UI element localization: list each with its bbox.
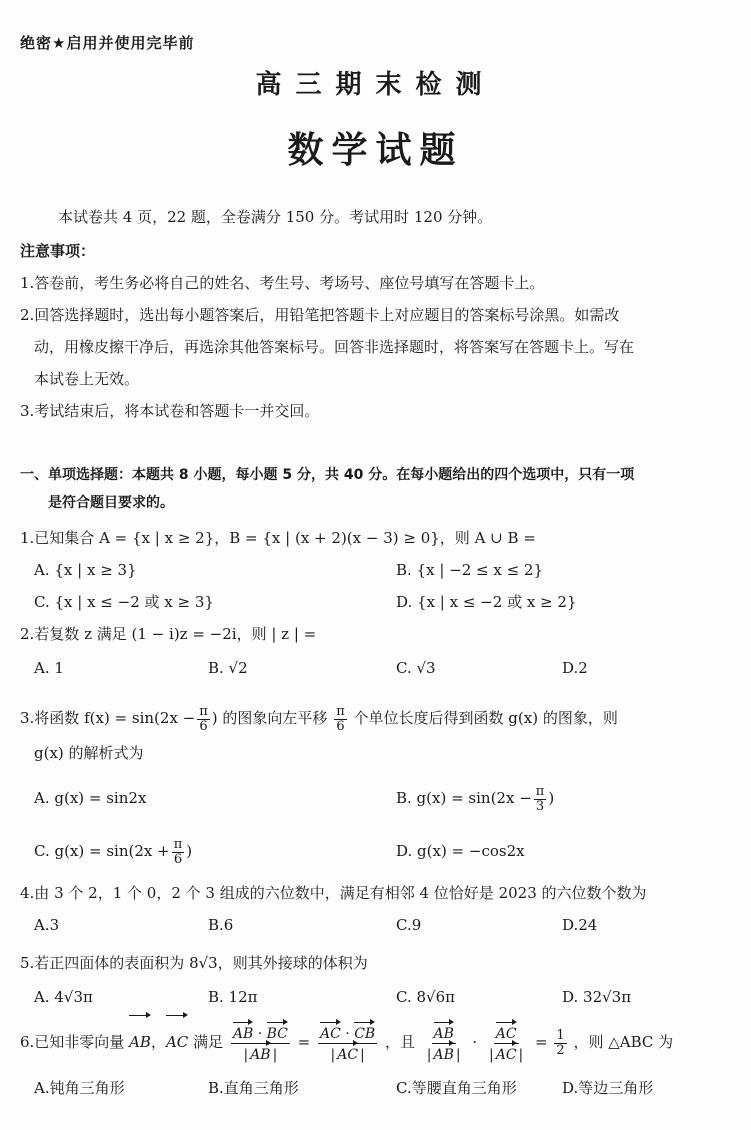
q1-option-b: B. {x | −2 ≤ x ≤ 2} <box>396 561 544 579</box>
vector-ac: AC <box>166 1018 188 1066</box>
q6-unit-ac: $\frac{AC}{| AC |}$ <box>485 1023 527 1064</box>
q2-option-b: B. √2 <box>208 659 248 677</box>
q6-unit-ab: $\frac{AB}{| AB |}$ <box>423 1023 465 1064</box>
q3-shift-fraction: $\frac{\pi}{6}$ <box>336 703 345 734</box>
q3-option-c-fraction: $\frac{\pi}{6}$ <box>173 836 183 867</box>
note-2-line-1: 2.回答选择题时，选出每小题答案后，用铅笔把答题卡上对应题目的答案标号涂黑。如需改 <box>20 306 620 324</box>
notes-heading: 注意事项： <box>20 242 96 260</box>
q2-option-c: C. √3 <box>396 659 436 677</box>
q5-option-d: D. 32√3π <box>562 988 632 1006</box>
q5-option-a: A. 4√3π <box>34 988 93 1006</box>
q4-stem: 4.由 3 个 2，1 个 0，2 个 3 组成的六位数中，满足有相邻 4 位恰好是 2023 的六位数个数为 <box>20 884 647 902</box>
vector-ab: AB <box>129 1018 151 1066</box>
intro-text: 本试卷共 4 页，22 题，全卷满分 150 分。考试用时 120 分钟。 <box>58 208 493 226</box>
q2-stem: 2.若复数 z 满足 (1 − i)z = −2i，则 | z | = <box>20 625 317 643</box>
q5-stem: 5.若正四面体的表面积为 8√3，则其外接球的体积为 <box>20 954 368 972</box>
q3-option-b-fraction: $\frac{\pi}{3}$ <box>535 783 545 814</box>
section-heading-line-1: 一、单项选择题：本题共 8 小题，每小题 5 分，共 40 分。在每小题给出的四个选项中，只有一项 <box>20 467 635 483</box>
note-2-line-3: 本试卷上无效。 <box>34 370 140 388</box>
q6-option-a: A.钝角三角形 <box>34 1079 125 1097</box>
q4-option-c: C.9 <box>396 916 422 934</box>
q6-fraction-half: $\frac{1}{2}$ <box>556 1027 565 1058</box>
q6-stem: 6.已知非零向量 AB，AC 满足 $\frac{AB \cdot BC}{| AB |}$ = $\frac{AC \cdot CB}{| AC |}$ ，且 $\frac{AB}{| AB |}$ · $\frac{AC}{| AC |}$ = $\frac{1}{2}$ ，则 △ABC 为 <box>20 1018 673 1066</box>
subject-title: 数学试题 <box>287 130 464 171</box>
q3-option-a: A. g(x) = sin2x <box>34 789 147 807</box>
q6-option-d: D.等边三角形 <box>562 1079 654 1097</box>
q5-option-c: C. 8√6π <box>396 988 455 1006</box>
q3-option-d: D. g(x) = −cos2x <box>396 842 525 860</box>
q6-fraction-ac-cb: $\frac{AC \cdot CB}{| AC |}$ <box>318 1023 377 1064</box>
q3-option-c: C. g(x) = sin(2x + $\frac{\pi}{6}$ ) <box>34 836 193 867</box>
q3-stem-line-1: 3.将函数 f(x) = sin(2x − $\frac{\pi}{6}$ ) 的图象向左平移 $\frac{\pi}{6}$ 个单位长度后得到函数 g(x) 的图象，则 <box>20 703 618 734</box>
q4-option-b: B.6 <box>208 916 234 934</box>
q6-option-b: B.直角三角形 <box>208 1079 299 1097</box>
q1-option-c: C. {x | x ≤ −2 或 x ≥ 3} <box>34 593 214 611</box>
confidential-note: 绝密★启用并使用完毕前 <box>20 34 195 52</box>
q3-option-b: B. g(x) = sin(2x − $\frac{\pi}{3}$ ) <box>396 783 555 814</box>
q3-fraction-pi-over-6: $\frac{\pi}{6}$ <box>199 703 208 734</box>
q6-fraction-ab-bc: $\frac{AB \cdot BC}{| AB |}$ <box>231 1023 290 1064</box>
note-2-line-2: 动，用橡皮擦干净后，再选涂其他答案标号。回答非选择题时，将答案写在答题卡上。写在 <box>34 338 635 356</box>
q6-option-c: C.等腰直角三角形 <box>396 1079 517 1097</box>
q2-option-d: D.2 <box>562 659 588 677</box>
exam-title: 高三期末检测 <box>255 70 496 100</box>
q1-option-d: D. {x | x ≤ −2 或 x ≥ 2} <box>396 593 577 611</box>
note-1: 1.答卷前，考生务必将自己的姓名、考生号、考场号、座位号填写在答题卡上。 <box>20 274 545 292</box>
q3-stem-line-2: g(x) 的解析式为 <box>34 744 144 762</box>
section-heading-line-2: 是符合题目要求的。 <box>48 495 174 511</box>
q2-option-a: A. 1 <box>34 659 64 677</box>
q4-option-d: D.24 <box>562 916 598 934</box>
q5-option-b: B. 12π <box>208 988 258 1006</box>
q4-option-a: A.3 <box>34 916 60 934</box>
q1-option-a: A. {x | x ≥ 3} <box>34 561 137 579</box>
q1-stem: 1.已知集合 A = {x | x ≥ 2}，B = {x | (x + 2)(x − 3) ≥ 0}，则 A ∪ B = <box>20 529 536 547</box>
note-3: 3.考试结束后，将本试卷和答题卡一并交回。 <box>20 402 320 420</box>
